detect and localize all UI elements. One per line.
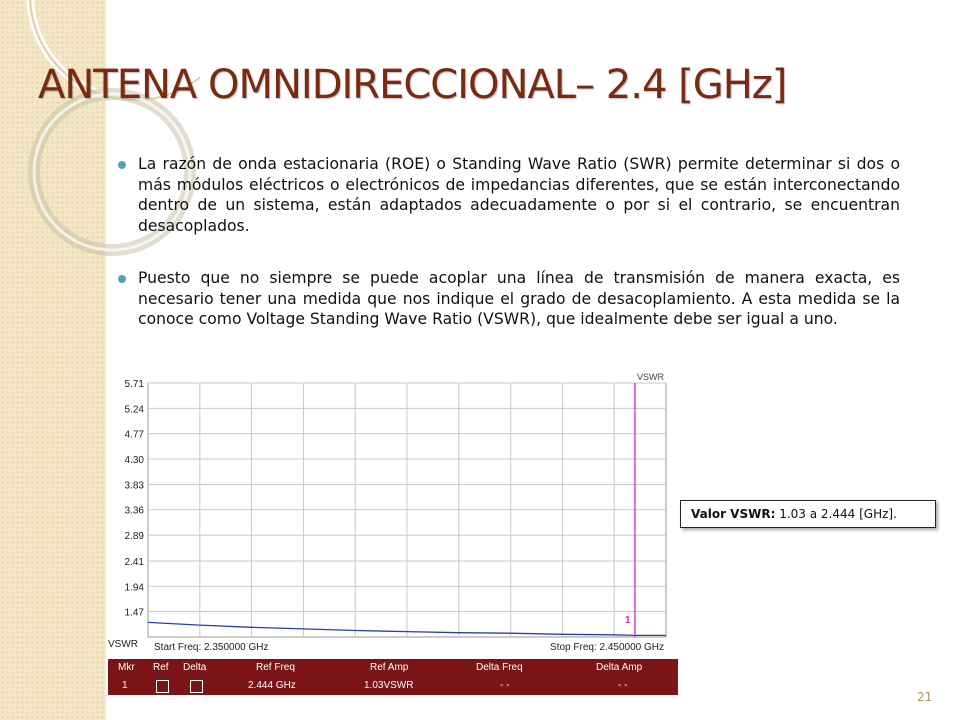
slide-title: ANTENA OMNIDIRECCIONAL– 2.4 [GHz] <box>38 62 787 108</box>
y-axis-label: VSWR <box>108 639 138 650</box>
vswr-chart <box>106 365 678 697</box>
y-tick-label: 1.94 <box>124 582 144 594</box>
y-tick-label: 3.83 <box>124 480 144 492</box>
marker-table-row <box>108 677 678 695</box>
marker-table-cell: 1 <box>122 680 128 691</box>
y-tick-label: 3.36 <box>124 505 144 517</box>
bullet-dot-icon <box>118 161 126 169</box>
page-number: 21 <box>917 690 933 704</box>
marker-table-header-cell: Delta Amp <box>596 662 643 673</box>
y-tick-label: 1.47 <box>124 607 144 619</box>
bullet-dot-icon <box>118 275 126 283</box>
bullet-item <box>118 154 900 236</box>
marker-table-header-cell: Ref <box>153 662 169 673</box>
y-tick-label: 5.71 <box>124 379 144 390</box>
y-tick-label: 4.30 <box>124 455 144 467</box>
marker-label: 1 <box>624 615 631 626</box>
marker-table-cell: 1.03VSWR <box>364 680 414 691</box>
marker-table-cell: 2.444 GHz <box>248 680 296 691</box>
trace-label: VSWR <box>637 372 664 382</box>
start-freq-label: Start Freq: 2.350000 GHz <box>154 642 269 653</box>
marker-table-header-cell: Delta <box>183 662 207 673</box>
ref-checkbox[interactable] <box>156 680 169 693</box>
marker-table <box>108 659 678 695</box>
vswr-chart-svg <box>106 365 678 659</box>
marker-table-header-cell: Ref Freq <box>256 662 295 673</box>
y-tick-label: 5.24 <box>124 404 144 416</box>
bullet-text: La razón de onda estacionaria (ROE) o Standing Wave Ratio (SWR) permite determinar si dos o más módulos eléctricos o electrónicos de impedancias diferentes, que se están interconectando dentro de un sistema, están adaptados adecuadamente o por si el contrario, se encuentran desacoplados. <box>138 155 900 235</box>
bullet-item <box>118 268 900 330</box>
marker-table-header-cell: Ref Amp <box>370 662 409 673</box>
marker-table-cell: - - <box>618 680 628 691</box>
delta-checkbox[interactable] <box>190 680 203 693</box>
callout-value: 1.03 a 2.444 [GHz]. <box>779 507 897 521</box>
marker-table-header-cell: Delta Freq <box>476 662 523 673</box>
marker-table-header-cell: Mkr <box>118 662 135 673</box>
bullet-text: Puesto que no siempre se puede acoplar una línea de transmisión de manera exacta, es necesario tener una medida que nos indique el grado de desacoplamiento. A esta medida se la conoce como Voltage Standing Wave Ratio (VSWR), que idealmente debe ser igual a uno. <box>138 269 900 328</box>
y-tick-label: 2.41 <box>124 556 144 568</box>
bullet-list <box>118 154 900 362</box>
marker-table-header <box>108 659 678 677</box>
y-tick-label: 2.89 <box>124 531 144 543</box>
callout-label: Valor VSWR: <box>691 507 776 521</box>
vswr-callout <box>680 500 936 528</box>
stop-freq-label: Stop Freq: 2.450000 GHz <box>550 642 664 653</box>
y-tick-label: 4.77 <box>124 429 144 441</box>
marker-table-cell: - - <box>500 680 510 691</box>
